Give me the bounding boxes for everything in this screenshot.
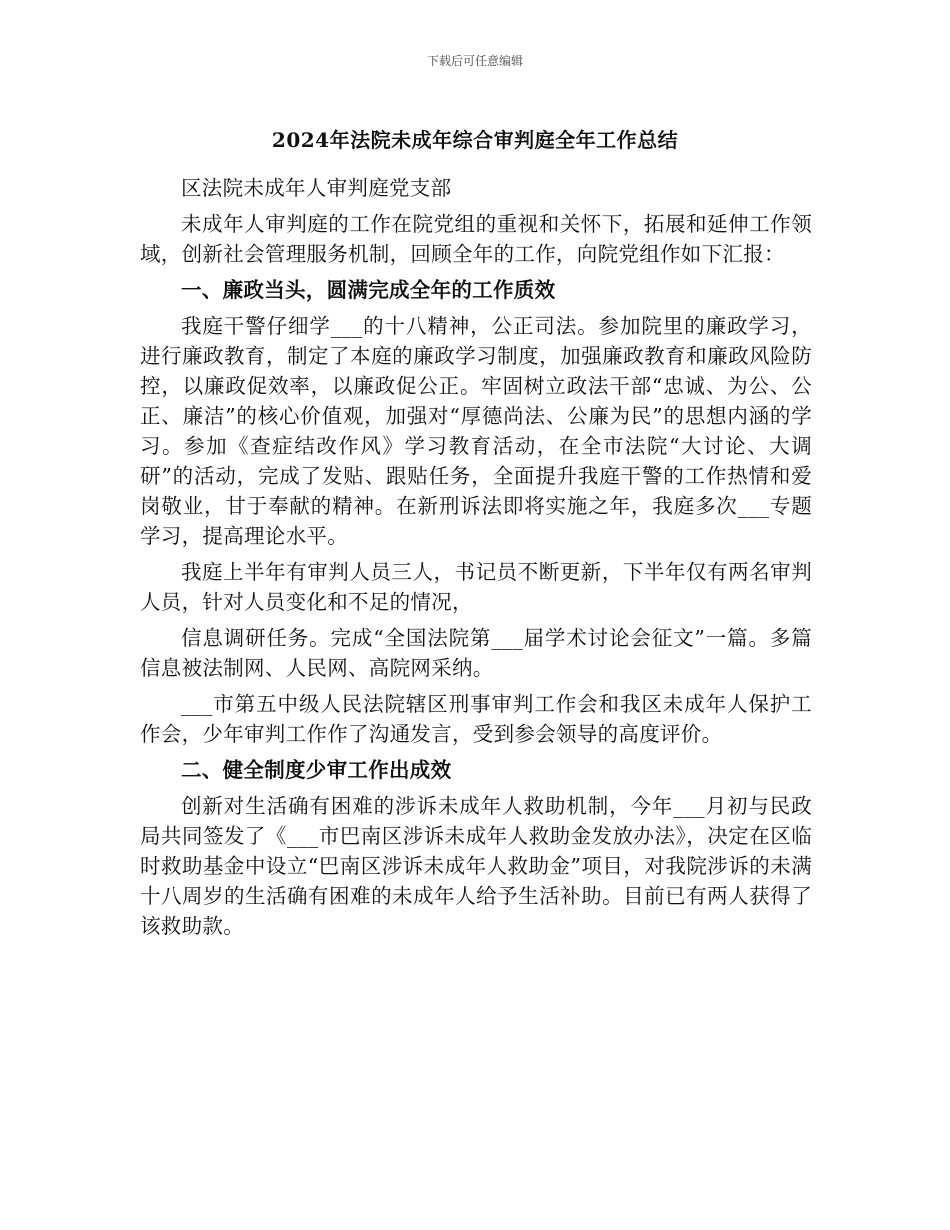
author-line: 区法院未成年人审判庭党支部	[181, 176, 452, 200]
body-paragraph: 信息调研任务。完成“全国法院第___届学术讨论会征文”一篇。多篇信息被法制网、人民网、高院网采纳。	[140, 626, 812, 680]
page-header-note: 下载后可任意编辑	[426, 54, 523, 68]
body-paragraph: 创新对生活确有困难的涉诉未成年人救助机制，今年___月初与民政局共同签发了《___市巴南区涉诉未成年人救助金发放办法》，决定在区临时救助基金中设立“巴南区涉诉未成年人救助金”项目，对我院涉诉的未满十八周岁的生活确有困难的未成年人给予生活补助。目前已有两人获得了该救助款。	[140, 794, 812, 938]
document-title: 2024年法院未成年综合审判庭全年工作总结	[271, 128, 679, 152]
body-paragraph: 我庭上半年有审判人员三人，书记员不断更新，下半年仅有两名审判人员，针对人员变化和不足的情况，	[140, 560, 812, 614]
section-heading-2: 二、健全制度少审工作出成效	[181, 758, 452, 782]
section-heading-1: 一、廉政当头，圆满完成全年的工作质效	[181, 278, 556, 302]
body-paragraph: ___市第五中级人民法院辖区刑事审判工作会和我区未成年人保护工作会，少年审判工作作了沟通发言，受到参会领导的高度评价。	[140, 692, 812, 746]
intro-paragraph: 未成年人审判庭的工作在院党组的重视和关怀下，拓展和延伸工作领域，创新社会管理服务机制，回顾全年的工作，向院党组作如下汇报：	[140, 212, 812, 266]
document-body	[140, 173, 812, 947]
body-paragraph: 我庭干警仔细学___的十八精神，公正司法。参加院里的廉政学习，进行廉政教育，制定了本庭的廉政学习制度，加强廉政教育和廉政风险防控，以廉政促效率，以廉政促公正。牢固树立政法干部“忠诚、为公、公正、廉洁”的核心价值观，加强对“厚德尚法、公廉为民”的思想内涵的学习。参加《查症结改作风》学习教育活动，在全市法院“大讨论、大调研”的活动，完成了发贴、跟贴任务，全面提升我庭干警的工作热情和爱岗敬业，甘于奉献的精神。在新刑诉法即将实施之年，我庭多次___专题学习，提高理论水平。	[140, 314, 812, 548]
